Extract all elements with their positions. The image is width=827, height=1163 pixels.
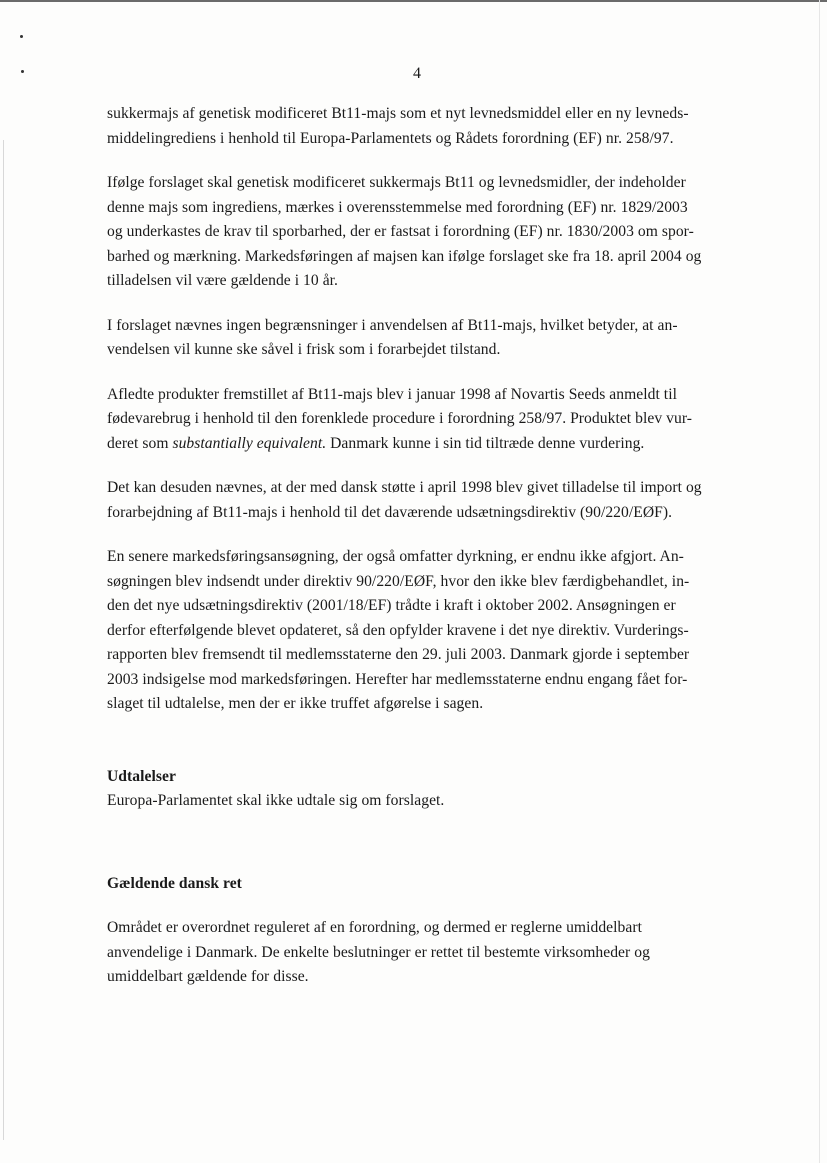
top-edge-rule [0, 0, 827, 2]
page-number: 4 [413, 65, 421, 82]
text-line: tilladelsen vil være gældende i 10 år. [107, 272, 338, 289]
text-line: sukkermajs af genetisk modificeret Bt11-majs som et nyt levnedsmiddel eller en ny levneds- [107, 105, 689, 122]
left-scan-artifact [3, 140, 4, 1140]
text-line: I forslaget nævnes ingen begrænsninger i anvendelsen af Bt11-majs, hvilket betyder, at an- [107, 316, 678, 334]
text-line: forarbejdning af Bt11-majs i henhold til det daværende udsætningsdirektiv (90/220/EØF). [107, 503, 673, 521]
document-body [107, 102, 735, 990]
text-line: søgningen blev indsendt under direktiv 90/220/EØF, hvor den ikke blev færdigbehandlet, in- [107, 572, 690, 590]
text-line: vendelsen vil kunne ske såvel i frisk som i forarbejdet tilstand. [107, 341, 501, 358]
text-line: og underkastes de krav til sporbarhed, der er fastsat i forordning (EF) nr. 1830/2003 om spor- [107, 223, 694, 240]
paragraph-6 [107, 545, 735, 717]
paragraph-3 [107, 314, 735, 363]
right-scan-artifact [819, 0, 820, 1163]
text-line: 2003 indsigelse mod markedsføringen. Herefter har medlemsstaterne endnu engang fået for- [107, 670, 688, 688]
section-heading: Udtalelser [107, 767, 176, 785]
text-segment: deret som [107, 434, 173, 452]
text-line: slaget til udtalelse, men der er ikke truffet afgørelse i sagen. [107, 695, 484, 712]
text-line [107, 432, 735, 457]
text-line: fødevarebrug i henhold til den forenklede procedure i forordning 258/97. Produktet blev vur- [107, 410, 692, 427]
text-line: den det nye udsætningsdirektiv (2001/18/EF) trådte i kraft i oktober 2002. Ansøgningen er [107, 597, 676, 614]
section-paragraph [107, 916, 735, 990]
paragraph-4 [107, 383, 735, 457]
paragraph-2 [107, 171, 735, 294]
text-line: En senere markedsføringsansøgning, der også omfatter dyrkning, er endnu ikke afgjort. An- [107, 548, 684, 565]
text-line: umiddelbart gældende for disse. [107, 968, 309, 985]
scan-speck [21, 70, 24, 73]
text-line: anvendelige i Danmark. De enkelte beslutninger er rettet til bestemte virksomheder og [107, 943, 650, 961]
text-line: barhed og mærkning. Markedsføringen af majsen kan ifølge forslaget ske fra 18. april 2004 og [107, 247, 702, 265]
text-line: Det kan desuden nævnes, at der med dansk støtte i april 1998 blev givet tilladelse til import og [107, 479, 702, 496]
section-heading: Gældende dansk ret [107, 874, 242, 892]
text-line: rapporten blev fremsendt til medlemsstaterne den 29. juli 2003. Danmark gjorde i september [107, 646, 690, 663]
paragraph-1 [107, 102, 735, 151]
text-line: denne majs som ingrediens, mærkes i overensstemmelse med forordning (EF) nr. 1829/2003 [107, 198, 688, 216]
text-line: Afledte produkter fremstillet af Bt11-majs blev i januar 1998 af Novartis Seeds anmeldt til [107, 385, 677, 403]
scan-speck [20, 35, 23, 38]
italic-phrase: substantially equivalent. [172, 434, 327, 452]
text-line: derfor efterfølgende blevet opdateret, så den opfylder kravene i det nye direktiv. Vurderings- [107, 621, 689, 639]
text-line: Området er overordnet reguleret af en forordning, og dermed er reglerne umiddelbart [107, 919, 642, 936]
section-paragraph [107, 789, 735, 814]
paragraph-5 [107, 476, 735, 525]
text-line: Europa-Parlamentet skal ikke udtale sig om forslaget. [107, 792, 445, 809]
text-segment: Danmark kunne i sin tid tiltræde denne vurdering. [326, 434, 645, 452]
text-line: middelingrediens i henhold til Europa-Parlamentets og Rådets forordning (EF) nr. 258/97. [107, 129, 674, 147]
text-line: Ifølge forslaget skal genetisk modificeret sukkermajs Bt11 og levnedsmidler, der indeholder [107, 174, 686, 191]
